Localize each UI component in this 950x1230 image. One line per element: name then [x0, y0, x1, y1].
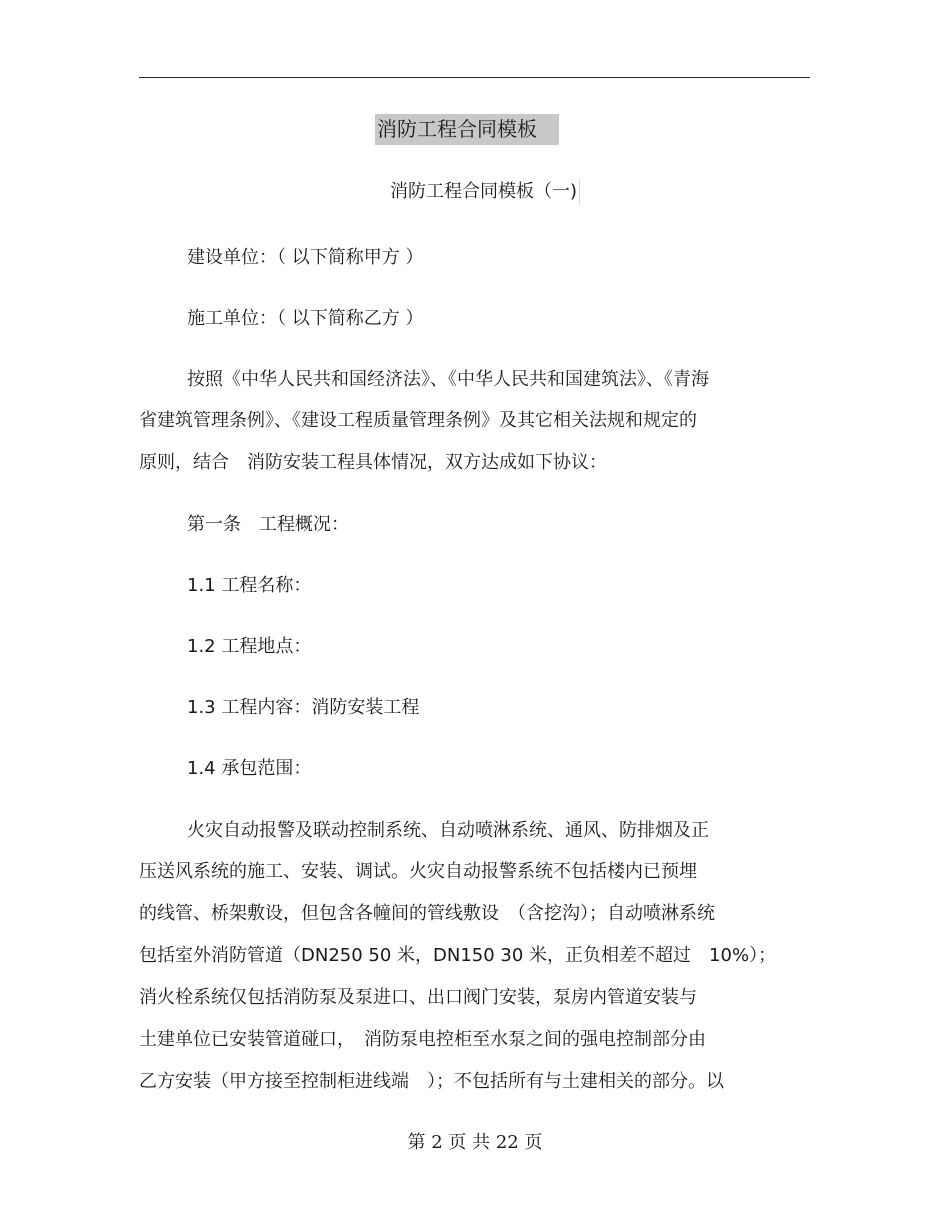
- clause-1-3: 1.3 工程内容：消防安装工程: [187, 697, 420, 718]
- scope-line-4: 包括室外消防管道（DN250 50 米，DN150 30 米，正负相差不超过 10%）；: [139, 945, 777, 966]
- party-a-line: 建设单位：（ 以下简称甲方 ）: [187, 247, 424, 268]
- party-b-line: 施工单位：（ 以下简称乙方 ）: [187, 308, 424, 329]
- document-subtitle: 消防工程合同模板（一): [390, 179, 580, 205]
- clause-1-1: 1.1 工程名称：: [187, 575, 312, 596]
- preamble-line-1: 按照《中华人民共和国经济法》、《中华人民共和国建筑法》、《青海: [187, 369, 709, 390]
- clause-1-4: 1.4 承包范围：: [187, 758, 312, 779]
- clause-1-2: 1.2 工程地点：: [187, 636, 312, 657]
- scope-line-3: 的线管、桥架敷设，但包含各幢间的管线敷设 （含挖沟）；自动喷淋系统: [139, 903, 715, 924]
- page-number-footer: 第 2 页 共 22 页: [407, 1132, 543, 1153]
- scope-line-5: 消火栓系统仅包括消防泵及泵进口、出口阀门安装，泵房内管道安装与: [139, 987, 697, 1008]
- article-1-heading: 第一条 工程概况：: [187, 514, 349, 535]
- scope-line-7: 乙方安装（甲方接至控制柜进线端 ）；不包括所有与土建相关的部分。以: [139, 1071, 724, 1092]
- scope-line-1: 火灾自动报警及联动控制系统、自动喷淋系统、通风、防排烟及正: [187, 820, 709, 841]
- preamble-line-3: 原则，结合 消防安装工程具体情况，双方达成如下协议：: [139, 452, 607, 473]
- document-title: 消防工程合同模板: [375, 114, 559, 145]
- scope-line-2: 压送风系统的施工、安装、调试。火灾自动报警系统不包括楼内已预埋: [139, 861, 697, 882]
- header-rule: [139, 77, 810, 78]
- scope-line-6: 土建单位已安装管道碰口， 消防泵电控柜至水泵之间的强电控制部分由: [139, 1029, 706, 1050]
- preamble-line-2: 省建筑管理条例》、《建设工程质量管理条例》及其它相关法规和规定的: [139, 410, 697, 431]
